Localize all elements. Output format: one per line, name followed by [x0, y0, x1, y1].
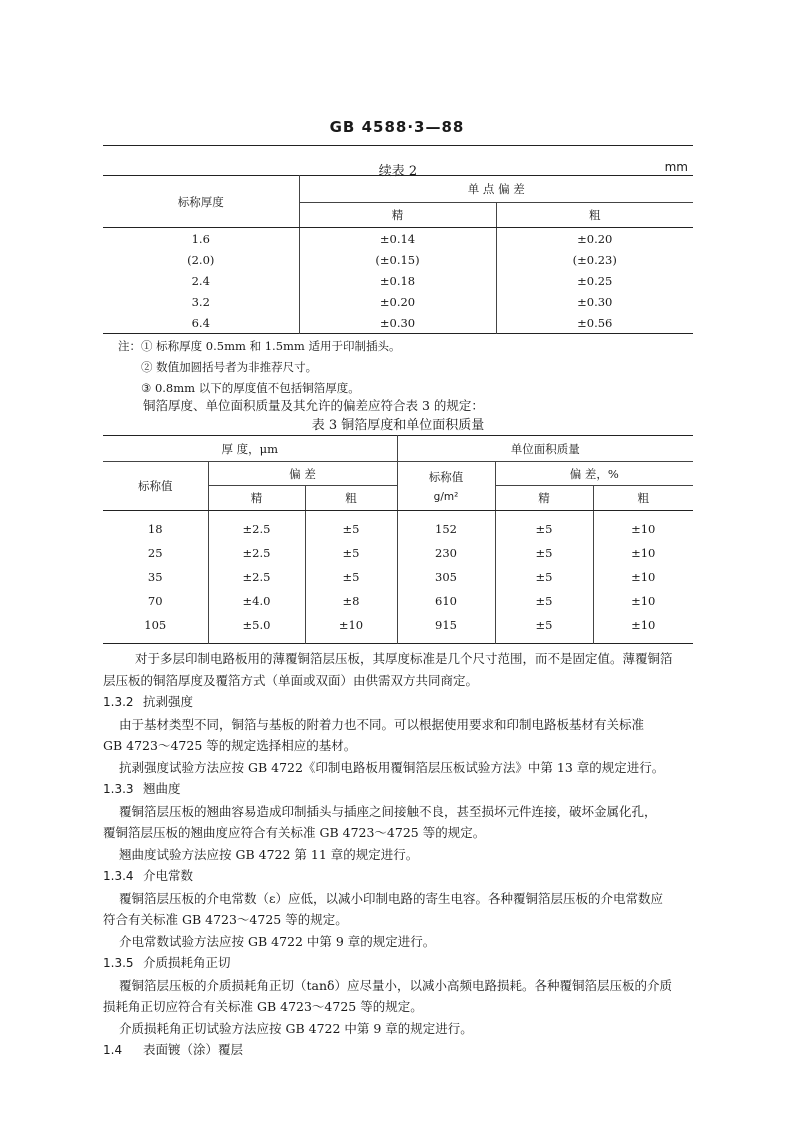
section-number: 1.3.3	[103, 782, 134, 796]
table3-cell-mass: 230	[397, 541, 495, 565]
table3-cell-nominal: 35	[103, 565, 208, 589]
section-1-4-heading	[103, 1039, 693, 1062]
table3-cell-mass: 305	[397, 565, 495, 589]
table3	[103, 435, 693, 644]
table3-cell-nominal: 25	[103, 541, 208, 565]
section-title: 翘曲度	[143, 781, 181, 796]
para-warp-3: 翘曲度试验方法应按 GB 4722 第 11 章的规定进行。	[119, 846, 419, 862]
table3-cell-mass-coarse: ±10	[631, 618, 656, 633]
para-loss-3: 介质损耗角正切试验方法应按 GB 4722 中第 9 章的规定进行。	[119, 1020, 473, 1036]
table2-header-fine: 精	[299, 203, 496, 228]
para-peel-1: 由于基材类型不同，铜箔与基板的附着力也不同。可以根据使用要求和印制电路板基材有关标准	[119, 716, 645, 732]
section-number: 1.3.4	[103, 869, 134, 883]
note-3: ③ 0.8mm 以下的厚度值不包括铜箔厚度。	[141, 381, 360, 395]
para-loss-2: 损耗角正切应符合有关标准 GB 4723～4725 等的规定。	[103, 999, 423, 1014]
table3-cell-fine: ±4.0	[208, 589, 305, 613]
table2-cell-fine: ±0.14	[299, 228, 496, 250]
para-peel-2: GB 4723～4725 等的规定选择相应的基材。	[103, 738, 357, 753]
section-1-3-5-heading	[103, 952, 693, 975]
table2-cell-coarse: ±0.30	[577, 294, 613, 309]
table3-header-coarse: 粗	[305, 486, 397, 511]
table3-cell-mass: 610	[397, 589, 495, 613]
para-warp-1: 覆铜箔层压板的翘曲容易造成印制插头与插座之间接触不良，甚至损坏元件连接，破坏金属化孔，	[119, 803, 657, 819]
section-title: 抗剥强度	[143, 694, 194, 709]
table-row	[103, 511, 693, 542]
table2-cell-thickness: 1.6	[103, 228, 299, 250]
table3-cell-mass-fine: ±5	[495, 541, 593, 565]
table3-cell-coarse: ±5	[305, 511, 397, 542]
table3-cell-coarse: ±5	[305, 565, 397, 589]
section-1-3-4-heading	[103, 865, 693, 888]
table3-cell-mass: 915	[397, 613, 495, 643]
section-title: 介电常数	[143, 868, 194, 883]
table2-cell-thickness: (2.0)	[103, 249, 299, 270]
table2-header-coarse: 粗	[496, 203, 693, 228]
table3-cell-mass-fine: ±5	[495, 589, 593, 613]
para-peel-3: 抗剥强度试验方法应按 GB 4722《印制电路板用覆铜箔层压板试验方法》中第 13 章的规定进行。	[119, 759, 665, 775]
para-warp-2: 覆铜箔层压板的翘曲度应符合有关标准 GB 4723～4725 等的规定。	[103, 825, 486, 840]
table3-header-mass: 单位面积质量	[397, 436, 693, 462]
table3-cell-coarse: ±10	[305, 613, 397, 643]
table2-cell-coarse: (±0.23)	[572, 252, 617, 267]
table2-header-thickness: 标称厚度	[103, 176, 299, 228]
table3-cell-mass-fine: ±5	[495, 565, 593, 589]
table2-header-deviation: 单 点 偏 差	[299, 176, 693, 203]
section-number: 1.3.5	[103, 956, 134, 970]
table3-cell-coarse: ±8	[305, 589, 397, 613]
table-row	[103, 565, 693, 589]
table3-cell-fine: ±2.5	[208, 541, 305, 565]
header-rule	[103, 145, 693, 146]
section-1-3-3-heading	[103, 778, 693, 801]
table-row	[103, 589, 693, 613]
table2-unit: mm	[664, 160, 688, 174]
intro-sentence: 铜箔厚度、单位面积质量及其允许的偏差应符合表 3 的规定：	[143, 398, 484, 413]
table3-cell-mass-coarse: ±10	[631, 594, 656, 608]
table-row	[103, 228, 693, 250]
table3-header-mass-fine: 精	[495, 486, 593, 511]
table-row	[103, 291, 693, 312]
page-header-code: GB 4588·3—88	[329, 118, 465, 136]
table2-notes	[118, 336, 400, 399]
note-1: 注：① 标称厚度 0.5mm 和 1.5mm 适用于印制插头。	[118, 339, 401, 353]
table2-cell-thickness: 3.2	[103, 291, 299, 312]
table-row	[103, 270, 693, 291]
table3-cell-coarse: ±5	[305, 541, 397, 565]
table3-cell-mass-fine: ±5	[495, 613, 593, 643]
table2	[103, 175, 693, 334]
table-row	[103, 312, 693, 334]
note-2: ② 数值加圆括号者为非推荐尺寸。	[141, 360, 318, 374]
table-row	[103, 249, 693, 270]
table2-cell-fine: ±0.18	[299, 270, 496, 291]
table2-cell-fine: (±0.15)	[299, 249, 496, 270]
table2-cell-fine: ±0.30	[299, 312, 496, 334]
table3-cell-mass: 152	[397, 511, 495, 542]
table3-cell-nominal: 70	[103, 589, 208, 613]
table3-caption: 表 3 铜箔厚度和单位面积质量	[311, 418, 485, 433]
table3-header-mass-unit: g/m²	[433, 491, 459, 503]
table2-cell-thickness: 2.4	[103, 270, 299, 291]
para-dielectric-3: 介电常数试验方法应按 GB 4722 中第 9 章的规定进行。	[119, 933, 436, 949]
table3-header-thickness: 厚 度，μm	[103, 436, 397, 462]
section-1-3-2-heading	[103, 691, 693, 714]
para-dielectric-2: 符合有关标准 GB 4723～4725 等的规定。	[103, 912, 348, 927]
table3-cell-mass-fine: ±5	[495, 511, 593, 542]
table3-header-mass-nominal	[397, 462, 495, 511]
table3-cell-mass-coarse: ±10	[631, 546, 656, 560]
table2-cell-coarse: ±0.25	[577, 273, 613, 288]
table2-cell-fine: ±0.20	[299, 291, 496, 312]
table3-header-mass-deviation: 偏 差，%	[495, 462, 693, 486]
table2-cell-coarse: ±0.56	[577, 315, 613, 330]
table3-header-deviation: 偏 差	[208, 462, 397, 486]
section-number: 1.4	[103, 1043, 123, 1057]
para-loss-1: 覆铜箔层压板的介质损耗角正切（tanδ）应尽量小，以减小高频电路损耗。各种覆铜箔层压板的介质	[119, 977, 673, 993]
table3-cell-fine: ±2.5	[208, 511, 305, 542]
table3-header-fine: 精	[208, 486, 305, 511]
section-number: 1.3.2	[103, 695, 134, 709]
para-multilayer-2: 层压板的铜箔厚度及覆箔方式（单面或双面）由供需双方共同商定。	[103, 672, 479, 688]
table3-cell-fine: ±2.5	[208, 565, 305, 589]
table3-header-mass-coarse: 粗	[593, 486, 693, 511]
table3-cell-nominal: 105	[103, 613, 208, 643]
table3-header-mass-nominal-label: 标称值	[428, 470, 464, 484]
table3-cell-mass-coarse: ±10	[631, 570, 656, 584]
table2-cell-thickness: 6.4	[103, 312, 299, 334]
table2-caption: 续表 2	[378, 164, 418, 179]
table-row	[103, 541, 693, 565]
table2-cell-coarse: ±0.20	[577, 231, 613, 246]
body-text	[103, 648, 693, 1062]
para-dielectric-1: 覆铜箔层压板的介电常数（ε）应低，以减小印制电路的寄生电容。各种覆铜箔层压板的介电常数应	[119, 890, 663, 906]
para-multilayer-1: 对于多层印制电路板用的薄覆铜箔层压板，其厚度标准是几个尺寸范围，而不是固定值。薄覆铜箔	[135, 651, 673, 666]
table3-header-nominal: 标称值	[103, 462, 208, 511]
table-row	[103, 613, 693, 643]
section-title: 表面镀（涂）覆层	[143, 1042, 244, 1057]
table3-cell-mass-coarse: ±10	[631, 522, 656, 536]
section-title: 介质损耗角正切	[143, 955, 231, 970]
table3-cell-fine: ±5.0	[208, 613, 305, 643]
table3-cell-nominal: 18	[103, 511, 208, 542]
